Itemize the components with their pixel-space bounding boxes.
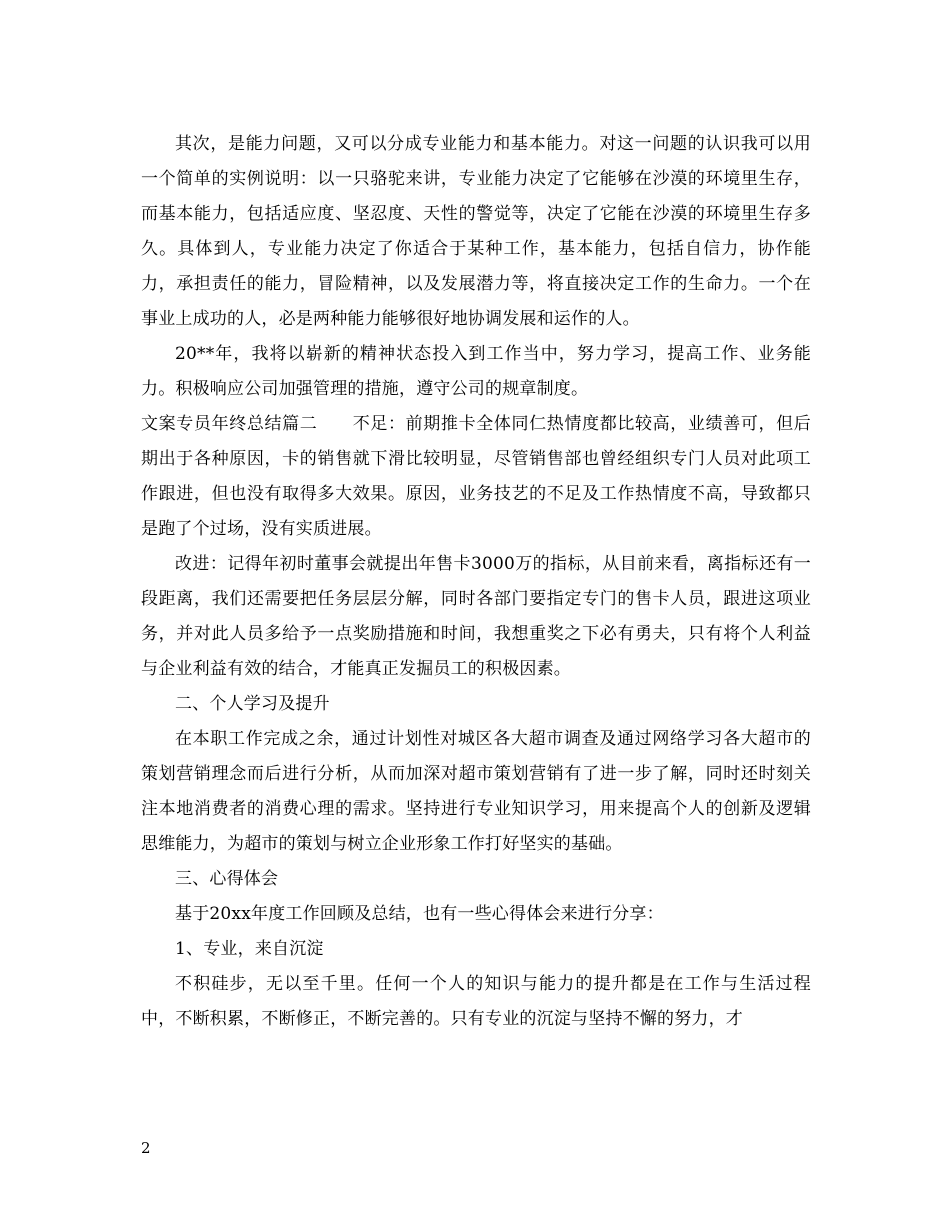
- paragraph-ability: 其次，是能力问题，又可以分成专业能力和基本能力。对这一问题的认识我可以用一个简单的实例说明：以一只骆驼来讲，专业能力决定了它能够在沙漠的环境里生存，而基本能力，包括适应度、坚忍度、天性的警觉等，决定了它能在沙漠的环境里生存多久。具体到人，专业能力决定了你适合于某种工作，基本能力，包括自信力，协作能力，承担责任的能力，冒险精神，以及发展潜力等，将直接决定工作的生命力。一个在事业上成功的人，必是两种能力能够很好地协调发展和运作的人。: [141, 134, 811, 329]
- paragraph-next-year-plan: 20**年，我将以崭新的精神状态投入到工作当中，努力学习，提高工作、业务能力。积极响应公司加强管理的措施，遵守公司的规章制度。: [141, 344, 811, 399]
- page-number: 2: [141, 1139, 151, 1157]
- paragraph-personal-learning: 在本职工作完成之余，通过计划性对城区各大超市调查及通过网络学习各大超市的策划营销理念而后进行分析，从而加深对超市策划营销有了进一步了解，同时还时刻关注本地消费者的消费心理的需求。坚持进行专业知识学习，用来提高个人的创新及逻辑思维能力，为超市的策划与树立企业形象工作打好坚实的基础。: [141, 729, 811, 854]
- paragraph-improvement: 改进：记得年初时董事会就提出年售卡3000万的指标，从目前来看，离指标还有一段距离，我们还需要把任务层层分解，同时各部门要指定专门的售卡人员，跟进这项业务，并对此人员多给予一点奖励措施和时间，我想重奖之下必有勇夫，只有将个人利益与企业利益有效的结合，才能真正发掘员工的积极因素。: [141, 554, 811, 679]
- heading-personal-learning: 二、个人学习及提升: [175, 694, 330, 714]
- paragraph-professional: 不积硅步，无以至千里。任何一个人的知识与能力的提升都是在工作与生活过程中，不断积累，不断修正，不断完善的。只有专业的沉淀与坚持不懈的努力，才: [141, 974, 811, 1029]
- paragraph-experience-intro: 基于20xx年度工作回顾及总结，也有一些心得体会来进行分享：: [175, 904, 664, 924]
- paragraph-shortcomings: 文案专员年终总结篇二 不足：前期推卡全体同仁热情度都比较高，业绩善可，但后期出于各种原因，卡的销售就下滑比较明显，尽管销售部也曾经组织专门人员对此项工作跟进，但也没有取得多大效果。原因，业务技艺的不足及工作热情度不高，导致都只是跑了个过场，没有实质进展。: [141, 414, 811, 539]
- heading-professional: 1、专业，来自沉淀: [175, 939, 324, 959]
- heading-experience: 三、心得体会: [175, 869, 279, 889]
- document-body: [141, 127, 811, 1037]
